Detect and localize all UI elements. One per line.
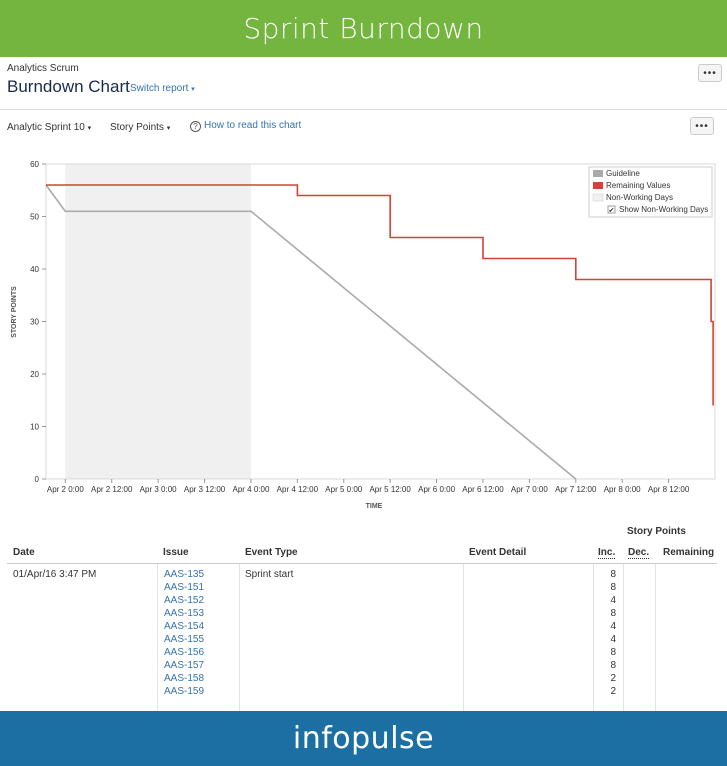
- inc-value: 4: [610, 634, 616, 645]
- chevron-down-icon: ▾: [166, 125, 171, 132]
- y-tick-label: 40: [30, 265, 39, 274]
- issue-link[interactable]: AAS-154: [164, 621, 205, 632]
- col-date: Date: [13, 547, 35, 558]
- sprint-select-label: Analytic Sprint 10: [7, 122, 85, 133]
- col-divider: [593, 564, 594, 711]
- issue-link[interactable]: AAS-153: [164, 608, 205, 619]
- legend-remaining: Remaining Values: [606, 181, 671, 190]
- issue-link[interactable]: AAS-151: [164, 582, 205, 593]
- inc-value: 4: [610, 621, 616, 632]
- col-divider: [157, 564, 158, 711]
- event-type: Sprint start: [245, 569, 294, 580]
- y-tick-label: 10: [30, 422, 39, 432]
- y-tick-label: 0: [34, 475, 39, 484]
- col-event-type: Event Type: [245, 547, 298, 558]
- legend-swatch-guideline: [593, 170, 603, 177]
- inc-value: 8: [610, 608, 616, 619]
- event-date: 01/Apr/16 3:47 PM: [13, 569, 97, 580]
- x-tick-label: Apr 5 12:00: [369, 485, 411, 494]
- col-divider: [655, 564, 656, 711]
- issue-link[interactable]: AAS-158: [164, 673, 205, 684]
- col-remaining: Remaining: [663, 547, 715, 558]
- help-icon: ?: [190, 121, 201, 132]
- col-event-detail: Event Detail: [469, 547, 527, 558]
- page-title: Burndown Chart: [7, 77, 130, 96]
- y-tick-label: 30: [30, 317, 39, 327]
- story-points-group-header: Story Points: [627, 526, 686, 537]
- inc-value: 8: [610, 647, 616, 658]
- x-tick-label: Apr 3 12:00: [183, 485, 226, 494]
- issue-link[interactable]: AAS-157: [164, 660, 205, 671]
- issue-link[interactable]: AAS-156: [164, 647, 205, 658]
- help-link[interactable]: [190, 120, 301, 132]
- switch-report-label: Switch report: [130, 83, 189, 94]
- toolbar-more-button[interactable]: •••: [690, 117, 714, 135]
- issue-link[interactable]: AAS-159: [164, 686, 205, 697]
- col-inc: Inc.: [598, 547, 616, 558]
- estimate-select[interactable]: [110, 122, 170, 133]
- legend-guideline: Guideline: [606, 169, 640, 178]
- chart-legend: [589, 167, 712, 217]
- estimate-select-label: Story Points: [110, 122, 164, 133]
- col-divider: [463, 564, 464, 711]
- x-tick-label: Apr 7 12:00: [555, 485, 597, 494]
- x-tick-label: Apr 5 0:00: [325, 485, 363, 494]
- issue-link[interactable]: AAS-152: [164, 595, 205, 606]
- checkmark-icon: ✔: [608, 207, 615, 215]
- x-axis-label: TIME: [365, 503, 383, 510]
- y-tick-label: 20: [30, 370, 39, 379]
- show-nonworking-label: Show Non-Working Days: [619, 205, 709, 214]
- issue-link[interactable]: AAS-155: [164, 634, 205, 645]
- events-table: [0, 520, 727, 711]
- banner-title: Sprint Burndown: [0, 0, 727, 57]
- header-more-button[interactable]: •••: [698, 64, 722, 82]
- chevron-down-icon: ▾: [191, 86, 195, 93]
- x-tick-label: Apr 8 12:00: [647, 485, 690, 494]
- x-tick-label: Apr 6 12:00: [462, 485, 504, 494]
- chart-toolbar: [0, 110, 727, 140]
- help-link-label: How to read this chart: [204, 120, 302, 131]
- issue-link[interactable]: AAS-135: [164, 569, 205, 580]
- inc-value: 2: [610, 673, 616, 684]
- inc-value: 2: [610, 686, 616, 697]
- sprint-select[interactable]: [7, 122, 91, 133]
- x-tick-label: Apr 8 0:00: [603, 485, 641, 494]
- col-divider: [623, 564, 624, 711]
- col-issue: Issue: [163, 547, 189, 558]
- inc-value: 8: [610, 569, 616, 580]
- x-tick-label: Apr 7 0:00: [510, 485, 548, 494]
- brand-logo: infopulse: [0, 711, 727, 766]
- legend-swatch-remaining: [593, 182, 603, 189]
- y-tick-label: 60: [30, 160, 39, 169]
- inc-value: 8: [610, 660, 616, 671]
- burndown-chart: [0, 145, 727, 517]
- project-name: Analytics Scrum: [7, 63, 79, 74]
- inc-value: 8: [610, 582, 616, 593]
- page-header: [0, 57, 727, 110]
- chevron-down-icon: ▾: [87, 125, 92, 132]
- y-axis-label: STORY POINTS: [11, 286, 18, 338]
- inc-value: 4: [610, 595, 616, 606]
- x-tick-label: Apr 4 12:00: [276, 485, 319, 494]
- x-tick-label: Apr 2 12:00: [91, 485, 133, 494]
- col-dec: Dec.: [628, 547, 650, 558]
- col-divider: [239, 564, 240, 711]
- legend-nonworking: Non-Working Days: [606, 193, 673, 202]
- x-tick-label: Apr 6 0:00: [418, 485, 456, 494]
- x-tick-label: Apr 2 0:00: [46, 485, 84, 494]
- y-tick-label: 50: [30, 212, 39, 222]
- legend-swatch-nonworking: [593, 194, 603, 201]
- switch-report-dropdown[interactable]: [130, 83, 195, 94]
- x-tick-label: Apr 3 0:00: [139, 485, 177, 494]
- header-divider: [7, 563, 717, 564]
- x-tick-label: Apr 4 0:00: [232, 485, 270, 494]
